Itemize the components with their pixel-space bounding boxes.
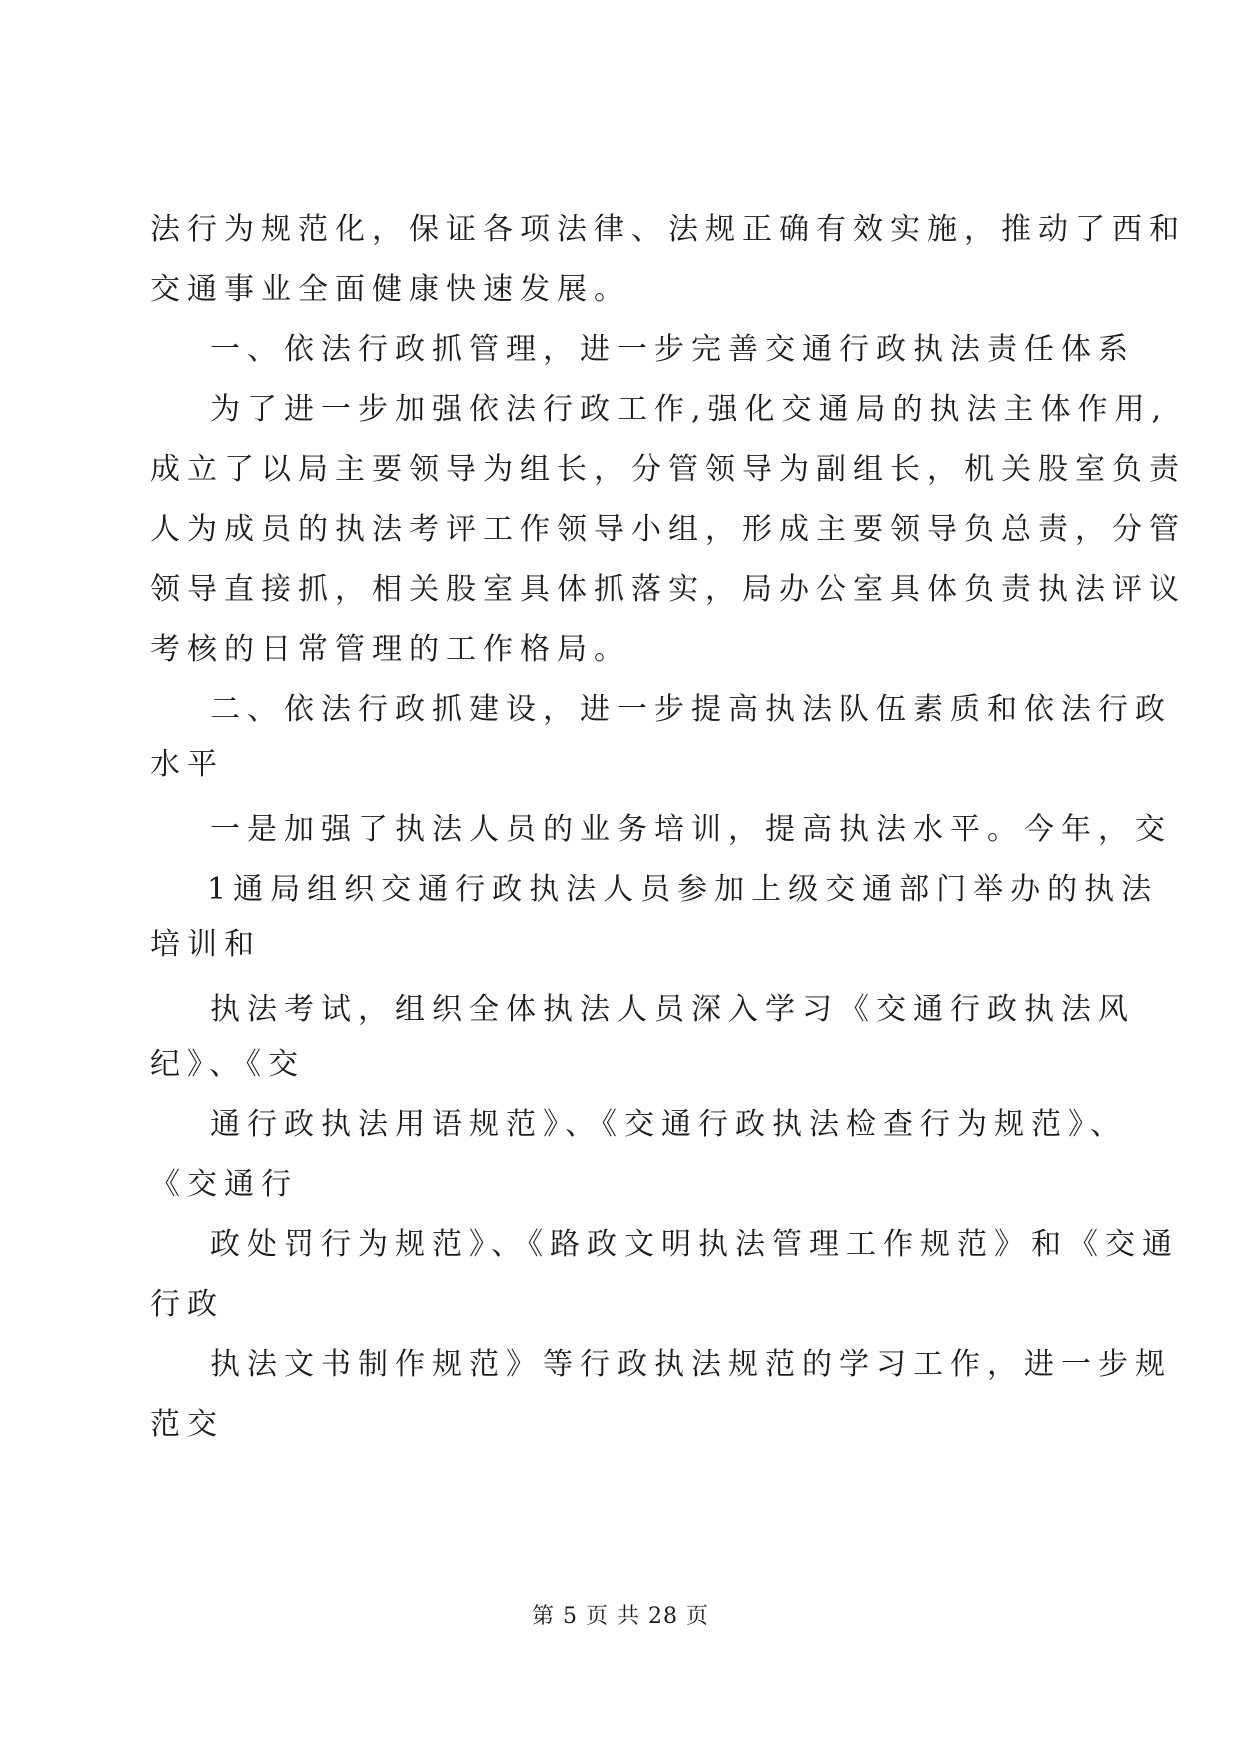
text-line: 纪》、《交 (150, 1047, 305, 1082)
text-line: 一是加强了执法人员的业务培训，提高执法水平。今年，交 (210, 812, 1172, 847)
text-line: 通行政执法用语规范》、《交通行政执法检查行为规范》、 (210, 1107, 1127, 1142)
text-line: 执法文书制作规范》等行政执法规范的学习工作，进一步规 (210, 1347, 1172, 1382)
text-line: 行政 (150, 1287, 224, 1322)
text-line: 政处罚行为规范》、《路政文明执法管理工作规范》和《交通 (210, 1227, 1179, 1262)
section-heading: 一、依法行政抓管理，进一步完善交通行政执法责任体系 (210, 332, 1135, 367)
page-number-footer: 第 5 页 共 28 页 (532, 1604, 709, 1629)
text-line: 交通事业全面健康快速发展。 (150, 272, 631, 307)
text-line: 领导直接抓，相关股室具体抓落实，局办公室具体负责执法评议 (150, 572, 1186, 607)
text-line: 《交通行 (150, 1167, 298, 1202)
text-line: 考核的日常管理的工作格局。 (150, 632, 631, 667)
text-line: 1通局组织交通行政执法人员参加上级交通部门举办的执法 (207, 872, 1159, 907)
text-line: 执法考试，组织全体执法人员深入学习《交通行政执法风 (210, 992, 1135, 1027)
section-heading-continuation: 水平 (150, 747, 224, 782)
text-line: 人为成员的执法考评工作领导小组，形成主要领导负总责，分管 (150, 512, 1186, 547)
text-line: 范交 (150, 1407, 224, 1442)
text-line: 培训和 (150, 927, 261, 962)
text-line: 为了进一步加强依法行政工作,强化交通局的执法主体作用, (210, 392, 1169, 427)
text-line: 成立了以局主要领导为组长，分管领导为副组长，机关股室负责 (150, 452, 1186, 487)
section-heading: 二、依法行政抓建设，进一步提高执法队伍素质和依法行政 (210, 692, 1172, 727)
text-line: 法行为规范化，保证各项法律、法规正确有效实施，推动了西和 (150, 212, 1186, 247)
